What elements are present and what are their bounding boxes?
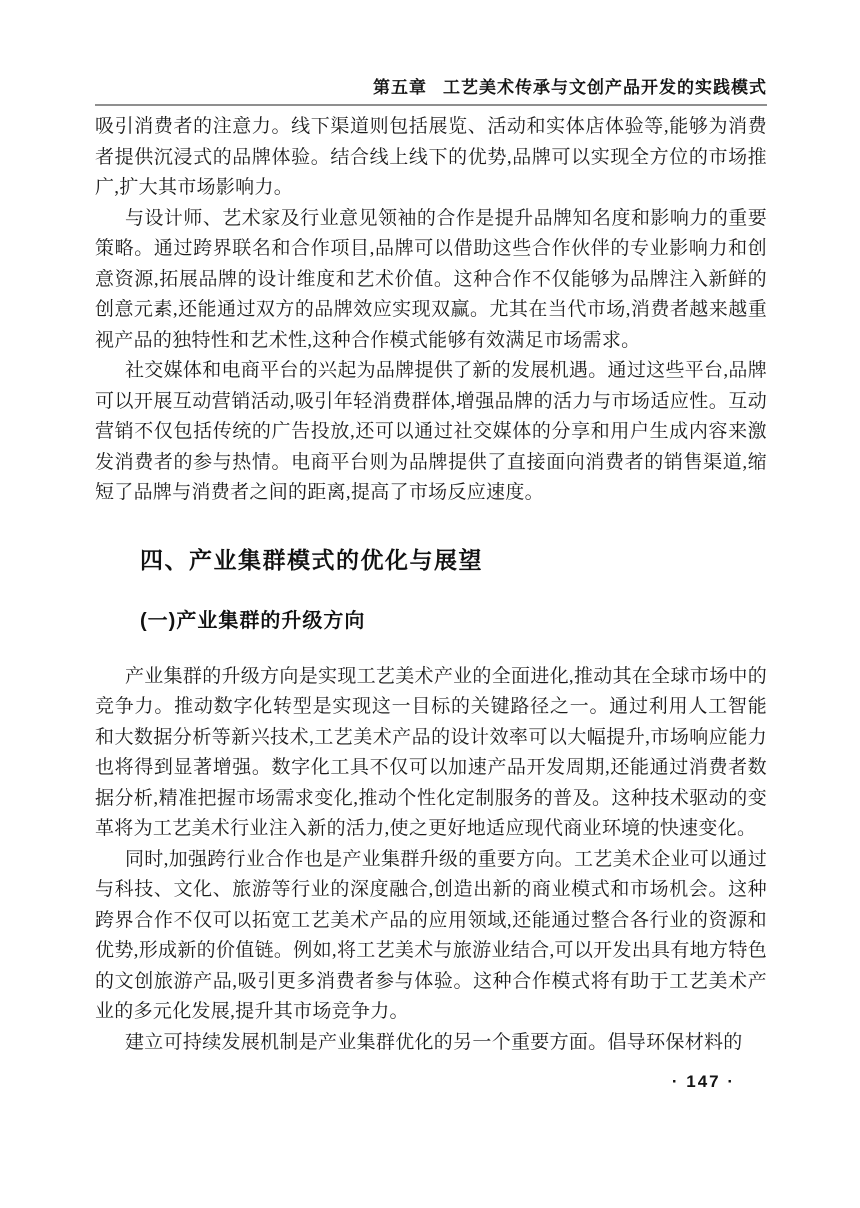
body-text: [95, 112, 767, 1058]
header-rule: [95, 104, 767, 106]
paragraph: 社交媒体和电商平台的兴起为品牌提供了新的发展机遇。通过这些平台,品牌可以开展互动营销活动,吸引年轻消费群体,增强品牌的活力与市场适应性。互动营销不仅包括传统的广告投放,还可以通过社交媒体的分享和用户生成内容来激发消费者的参与热情。电商平台则为品牌提供了直接面向消费者的销售渠道,缩短了品牌与消费者之间的距离,提高了市场反应速度。: [95, 360, 767, 503]
running-head: [95, 78, 767, 98]
chapter-number: 第五章: [373, 78, 427, 97]
paragraph: 同时,加强跨行业合作也是产业集群升级的重要方向。工艺美术企业可以通过与科技、文化、旅游等行业的深度融合,创造出新的商业模式和市场机会。这种跨界合作不仅可以拓宽工艺美术产品的应用领域,还能通过整合各行业的资源和优势,形成新的价值链。例如,将工艺美术与旅游业结合,可以开发出具有地方特色的文创旅游产品,吸引更多消费者参与体验。这种合作模式将有助于工艺美术产业的多元化发展,提升其市场竞争力。: [95, 848, 767, 1022]
chapter-title: 工艺美术传承与文创产品开发的实践模式: [443, 78, 767, 97]
page-footer: [95, 1072, 767, 1092]
paragraph: 产业集群的升级方向是实现工艺美术产业的全面进化,推动其在全球市场中的竞争力。推动数字化转型是实现这一目标的关键路径之一。通过利用人工智能和大数据分析等新兴技术,工艺美术产品的设计效率可以大幅提升,市场响应能力也将得到显著增强。数字化工具不仅可以加速产品开发周期,还能通过消费者数据分析,精准把握市场需求变化,推动个性化定制服务的普及。这种技术驱动的变革将为工艺美术行业注入新的活力,使之更好地适应现代商业环境的快速变化。: [95, 665, 767, 839]
paragraph-continuation: 吸引消费者的注意力。线下渠道则包括展览、活动和实体店体验等,能够为消费者提供沉浸式的品牌体验。结合线上线下的优势,品牌可以实现全方位的市场推广,扩大其市场影响力。: [95, 116, 767, 198]
paragraph: 建立可持续发展机制是产业集群优化的另一个重要方面。倡导环保材料的: [125, 1031, 743, 1053]
section-heading: 四、产业集群模式的优化与展望: [140, 546, 483, 573]
paragraph: 与设计师、艺术家及行业意见领袖的合作是提升品牌知名度和影响力的重要策略。通过跨界联名和合作项目,品牌可以借助这些合作伙伴的专业影响力和创意资源,拓展品牌的设计维度和艺术价值。这种合作不仅能够为品牌注入新鲜的创意元素,还能通过双方的品牌效应实现双赢。尤其在当代市场,消费者越来越重视产品的独特性和艺术性,这种合作模式能够有效满足市场需求。: [95, 207, 767, 351]
subsection-heading: (一)产业集群的升级方向: [140, 609, 366, 632]
page-content: [95, 0, 767, 1092]
page-number: · 147 ·: [671, 1072, 735, 1091]
